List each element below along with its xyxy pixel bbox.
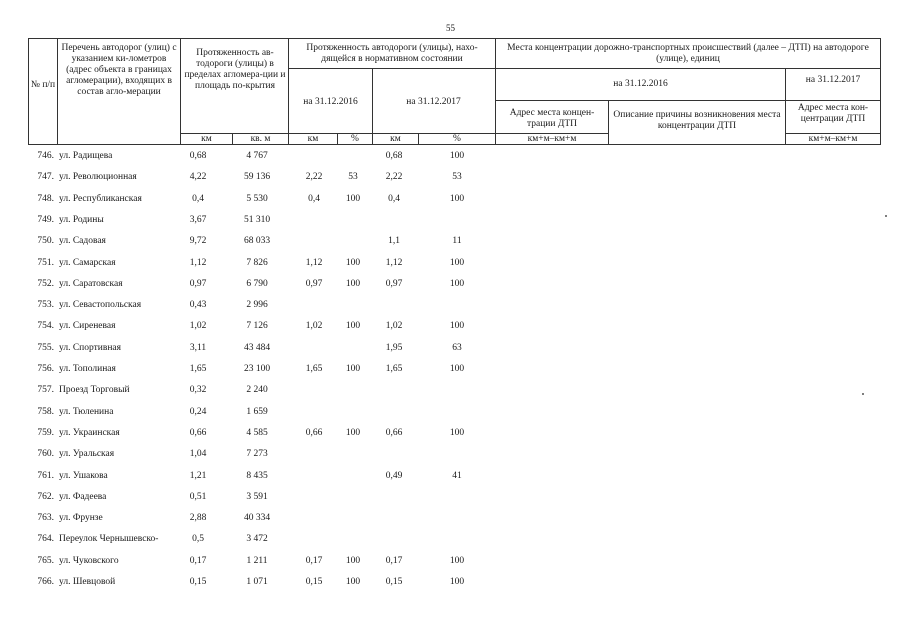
- road-length-km: 1,65: [189, 364, 207, 374]
- road-name: ул. Саратовская: [59, 278, 123, 289]
- road-length-km: 1,12: [189, 257, 207, 268]
- road-area-sqm: 1 071: [246, 577, 268, 587]
- row-number: 750.: [37, 236, 54, 247]
- road-length-km: 0,66: [189, 427, 207, 438]
- road-length-km: 0,17: [189, 555, 207, 566]
- road-name: ул. Уральская: [59, 449, 115, 460]
- row-number: 754.: [37, 321, 54, 332]
- normative-km-2017: 1,02: [385, 321, 403, 332]
- normative-km-2017: 1,12: [385, 257, 403, 268]
- normative-pct-2016: 100: [345, 193, 361, 204]
- road-area-sqm: 6 790: [246, 278, 268, 289]
- road-length-km: 1,04: [189, 449, 207, 460]
- table-row: [0, 449, 905, 465]
- road-name: ул. Ушакова: [59, 470, 108, 481]
- road-length-km: 3,11: [189, 342, 207, 353]
- road-name: ул. Тюленина: [59, 406, 114, 417]
- normative-km-2016: 0,17: [305, 555, 323, 566]
- row-number: 747.: [37, 172, 54, 183]
- road-area-sqm: 68 033: [243, 236, 271, 247]
- unit-pct-2017: %: [453, 134, 461, 144]
- header-dtp-2016: на 31.12.2016: [613, 79, 668, 89]
- road-area-sqm: 1 211: [246, 555, 268, 566]
- row-number: 755.: [37, 342, 54, 353]
- road-length-km: 0,4: [192, 193, 204, 204]
- table-row: [0, 236, 905, 252]
- normative-pct-2017: 41: [452, 470, 462, 481]
- normative-pct-2016: 100: [345, 278, 361, 289]
- road-area-sqm: 43 484: [243, 342, 271, 353]
- road-area-sqm: 2 240: [246, 385, 268, 396]
- normative-pct-2017: 100: [449, 151, 465, 161]
- row-number: 764.: [37, 534, 54, 545]
- road-area-sqm: 4 585: [246, 427, 268, 438]
- normative-pct-2017: 100: [449, 321, 465, 332]
- row-number: 765.: [37, 555, 54, 566]
- normative-pct-2017: 100: [449, 427, 465, 438]
- road-name: ул. Севастопольская: [59, 300, 142, 311]
- header-normative: Протяженность автодороги (улицы), нахо-дящейся в нормативном состоянии: [306, 43, 478, 64]
- scan-speck: [862, 393, 864, 395]
- road-length-km: 0,32: [189, 385, 207, 396]
- normative-pct-2017: 100: [449, 193, 465, 204]
- normative-pct-2017: 100: [449, 577, 465, 587]
- road-name: ул. Шевцовой: [59, 577, 116, 587]
- normative-km-2017: 0,97: [385, 278, 403, 289]
- table-row: [0, 215, 905, 231]
- row-number: 749.: [37, 214, 54, 225]
- normative-km-2017: 0,17: [385, 555, 403, 566]
- normative-km-2016: 1,12: [305, 257, 323, 268]
- normative-km-2017: 2,22: [385, 172, 403, 183]
- table-row: [0, 321, 905, 337]
- road-name: ул. Фадеева: [59, 491, 107, 502]
- road-length-km: 0,5: [192, 534, 204, 545]
- road-length-km: 1,02: [189, 321, 207, 332]
- normative-km-2017: 1,95: [385, 342, 403, 353]
- normative-km-2017: 1,1: [388, 236, 400, 247]
- table-row: [0, 492, 905, 508]
- normative-pct-2017: 100: [449, 555, 465, 566]
- row-number: 760.: [37, 449, 54, 460]
- normative-pct-2017: 100: [449, 278, 465, 289]
- road-area-sqm: 5 530: [246, 193, 268, 204]
- road-name: ул. Самарская: [59, 257, 116, 268]
- table-row: [0, 577, 905, 593]
- unit-sqm: кв. м: [250, 134, 271, 144]
- table-row: [0, 151, 905, 167]
- table-row: [0, 258, 905, 274]
- row-number: 748.: [37, 193, 54, 204]
- table-row: [0, 385, 905, 401]
- road-length-km: 3,67: [189, 214, 207, 225]
- unit-pct-2016: %: [351, 134, 359, 144]
- road-length-km: 4,22: [189, 172, 207, 183]
- row-number: 753.: [37, 300, 54, 311]
- road-name: ул. Сиреневая: [59, 321, 116, 332]
- row-number: 746.: [37, 151, 54, 161]
- unit-km: км: [201, 134, 212, 144]
- normative-km-2016: 2,22: [305, 172, 323, 183]
- table-header: [0, 0, 905, 150]
- road-area-sqm: 2 996: [246, 300, 268, 311]
- road-area-sqm: 4 767: [246, 151, 268, 161]
- row-number: 761.: [37, 470, 54, 481]
- road-area-sqm: 7 273: [246, 449, 268, 460]
- table-row: [0, 556, 905, 572]
- table-row: [0, 513, 905, 529]
- road-name: ул. Садовая: [59, 236, 106, 247]
- road-area-sqm: 3 472: [246, 534, 268, 545]
- normative-pct-2016: 100: [345, 364, 361, 374]
- table-row: [0, 534, 905, 550]
- road-length-km: 0,51: [189, 491, 207, 502]
- normative-pct-2016: 53: [348, 172, 358, 183]
- row-number: 763.: [37, 513, 54, 524]
- normative-pct-2016: 100: [345, 257, 361, 268]
- header-dtp-places: Места концентрации дорожно-транспортных происшествий (далее – ДТП) на автодороге (улице), единиц: [507, 43, 869, 64]
- header-norm-2017: на 31.12.2017: [406, 97, 461, 107]
- normative-pct-2017: 100: [449, 257, 465, 268]
- row-number: 752.: [37, 278, 54, 289]
- normative-pct-2017: 53: [452, 172, 462, 183]
- row-number: 766.: [37, 577, 54, 587]
- header-dtp-address-2017: Адрес места кон-центрации ДТП: [797, 103, 869, 124]
- header-num: № п/п: [30, 80, 56, 90]
- normative-pct-2017: 100: [449, 364, 465, 374]
- road-length-km: 0,68: [189, 151, 207, 161]
- header-norm-2016: на 31.12.2016: [303, 97, 358, 107]
- normative-pct-2016: 100: [345, 321, 361, 332]
- table-row: [0, 364, 905, 380]
- road-area-sqm: 7 126: [246, 321, 268, 332]
- normative-pct-2016: 100: [345, 577, 361, 587]
- road-name: ул. Спортивная: [59, 342, 122, 353]
- normative-pct-2017: 11: [452, 236, 462, 247]
- road-name: ул. Родины: [59, 214, 104, 225]
- normative-km-2016: 1,02: [305, 321, 323, 332]
- unit-kmm-2017: км+м–км+м: [808, 134, 858, 144]
- road-length-km: 9,72: [189, 236, 207, 247]
- row-number: 757.: [37, 385, 54, 396]
- normative-km-2016: 0,4: [308, 193, 320, 204]
- normative-pct-2017: 63: [452, 342, 462, 353]
- normative-km-2017: 0,49: [385, 470, 403, 481]
- road-length-km: 0,24: [189, 406, 207, 417]
- road-length-km: 0,43: [189, 300, 207, 311]
- road-length-km: 2,88: [189, 513, 207, 524]
- row-number: 759.: [37, 427, 54, 438]
- row-number: 762.: [37, 491, 54, 502]
- unit-km-2016: км: [307, 134, 319, 144]
- road-area-sqm: 7 826: [246, 257, 268, 268]
- normative-km-2017: 0,68: [385, 151, 403, 161]
- road-name: Переулок Чернышевско-: [59, 534, 159, 545]
- table-row: [0, 407, 905, 423]
- row-number: 756.: [37, 364, 54, 374]
- header-dtp-address: Адрес места концен-трации ДТП: [509, 108, 595, 129]
- road-area-sqm: 8 435: [246, 470, 268, 481]
- road-area-sqm: 51 310: [243, 214, 271, 225]
- normative-km-2016: 1,65: [305, 364, 323, 374]
- table-row: [0, 428, 905, 444]
- road-name: ул. Чуковского: [59, 555, 119, 566]
- normative-km-2016: 0,66: [305, 427, 323, 438]
- page-number: 55: [446, 23, 455, 33]
- road-area-sqm: 40 334: [243, 513, 271, 524]
- normative-km-2017: 0,4: [388, 193, 400, 204]
- row-number: 751.: [37, 257, 54, 268]
- road-area-sqm: 59 136: [243, 172, 271, 183]
- road-name: ул. Тополиная: [59, 364, 116, 374]
- road-name: ул. Революционная: [59, 172, 137, 183]
- normative-km-2017: 0,66: [385, 427, 403, 438]
- normative-pct-2016: 100: [345, 555, 361, 566]
- road-name: ул. Радищева: [59, 151, 113, 161]
- road-length-km: 1,21: [189, 470, 207, 481]
- road-name: ул. Украинская: [59, 427, 120, 438]
- table-row: [0, 194, 905, 210]
- table-row: [0, 172, 905, 188]
- header-length: Протяженность ав-тодороги (улицы) в пределах агломера-ции и площадь по-крытия: [184, 48, 286, 91]
- normative-pct-2016: 100: [345, 427, 361, 438]
- unit-kmm-2016: км+м–км+м: [527, 134, 577, 144]
- road-name: ул. Фрунзе: [59, 513, 103, 524]
- normative-km-2017: 1,65: [385, 364, 403, 374]
- road-area-sqm: 23 100: [243, 364, 271, 374]
- road-length-km: 0,97: [189, 278, 207, 289]
- road-name: ул. Республиканская: [59, 193, 142, 204]
- row-number: 758.: [37, 406, 54, 417]
- road-name: Проезд Торговый: [59, 385, 130, 396]
- scan-speck: [885, 215, 887, 217]
- road-area-sqm: 3 591: [246, 491, 268, 502]
- header-dtp-description: Описание причины возникновения места концентрации ДТП: [613, 110, 781, 131]
- table-row: [0, 300, 905, 316]
- normative-km-2016: 0,15: [305, 577, 323, 587]
- road-area-sqm: 1 659: [246, 406, 268, 417]
- table-row: [0, 279, 905, 295]
- header-dtp-2017: на 31.12.2017: [805, 75, 861, 85]
- road-length-km: 0,15: [189, 577, 207, 587]
- table-row: [0, 343, 905, 359]
- normative-km-2017: 0,15: [385, 577, 403, 587]
- normative-km-2016: 0,97: [305, 278, 323, 289]
- header-road-list: Перечень автодорог (улиц) с указанием ки-лометров (адрес объекта в границах агломерации), входящих в состав агло-мерации: [61, 43, 177, 97]
- table-row: [0, 471, 905, 487]
- unit-km-2017: км: [390, 134, 401, 144]
